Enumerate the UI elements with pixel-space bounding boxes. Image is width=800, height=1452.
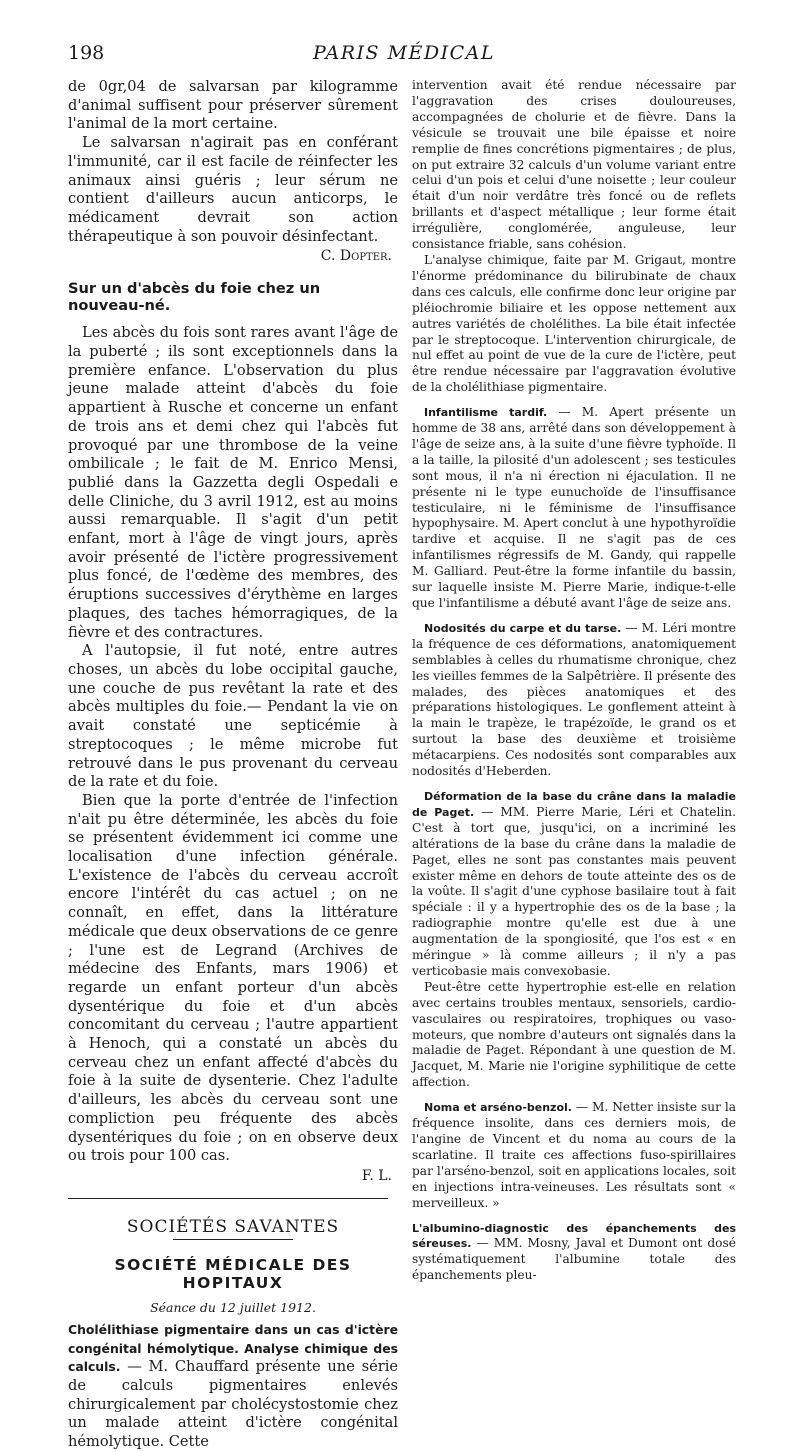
communication-text: — MM. Pierre Marie, Léri et Chatelin. C'est à tort que, jusqu'ici, on a incriminé les altérations de la base du crâne dans la maladie de Paget, elles ne sont pas constantes mais peuvent exister même en dehors de toute atteinte des os de la voûte. Il s'agit d'une cyphose basilaire tout à fait spéciale : il y a hypertrophie des os de la base ; la radiographie montre qu'elle est due à une augmentation de la spongiosité, que l'os est « en méringue » là comme ailleurs ; il n'y a pas verticobasie mais convexobasie. xyxy=(412,804,736,978)
communication-title: Infantilisme tardif. xyxy=(424,406,548,420)
communication xyxy=(412,621,736,780)
paragraph: Les abcès du fois sont rares avant l'âge de la puberté ; ils sont exceptionnels dans la première enfance. L'observation du plus jeune malade atteint d'abcès du foie appartient à Rusche et concerne un enfant de trois ans et demi chez qui l'abcès fut provoqué par une thrombose de la veine ombilicale ; le fait de M. Enrico Mensi, publié dans la Gazzetta degli Ospedali e delle Cliniche, du 3 avril 1912, est au moins aussi remarquable. Il s'agit d'un petit enfant, mort à l'âge de vingt jours, après avoir présenté de l'ictère progressivement plus foncé, de l'œdème des membres, des éruptions successives d'érythème en larges plaques, des taches hémorragiques, de la fièvre et des contractures. xyxy=(68,324,398,641)
communication-text: — M. Netter insiste sur la fréquence insolite, dans ces derniers mois, de l'angine de Vincent et du noma au cours de la scarlatine. Il traite ces affections fuso-spirillaires par l'arséno-benzol, soit en applications locales, soit en injections intra-veineuses. Les résultats sont « merveilleux. » xyxy=(412,1100,736,1210)
communication-title: Déformation de la base du crâne dans la maladie de Paget. xyxy=(412,789,736,819)
communication-text: — M. Chauffard présente une série de calculs pigmentaires enlevés chirurgicalement par cholécystostomie chez un malade atteint d'ictère congénital hémolytique. Cette xyxy=(68,1358,398,1451)
section-heading: SOCIÉTÉS SAVANTES xyxy=(126,1216,340,1237)
page-number: 198 xyxy=(68,42,105,64)
society-heading: SOCIÉTÉ MÉDICALE DES HOPITAUX xyxy=(114,1255,352,1292)
heading-underline xyxy=(173,1239,293,1240)
signature: F. L. xyxy=(361,1167,392,1184)
communication-title: Noma et arséno-benzol. xyxy=(424,1101,572,1115)
journal-title: PARIS MÉDICAL xyxy=(312,42,496,64)
paragraph: L'analyse chimique, faite par M. Grigaut, montre l'énorme prédominance du bilirubinate de chaux dans ces calculs, elle confirme donc leur origine par pléiochromie biliaire et les oppose nettement aux autres variétés de cholélithes. La bile était infectée par le streptocoque. L'intervention chirurgicale, de nul effet au point de vue de la cure de l'ictère, peut être rendue nécessaire par l'aggravation évolutive de la cholélithiase pigmentaire. xyxy=(412,252,736,395)
right-column xyxy=(412,78,736,1284)
communication-text: — M. Apert présente un homme de 38 ans, arrêté dans son développement à l'âge de seize ans, à la suite d'une fièvre typhoïde. Il a la taille, la pilosité d'un adolescent ; ses testicules sont mous, il n'a ni érection ni éjaculation. Il ne présente ni le type eunuchoïde de l'insuffisance testiculaire, ni le féminisme de l'insuffisance hypophysaire. M. Apert conclut à une hypothyroïdie tardive et acquise. Il ne s'agit pas de ces infantilismes régressifs de M. Gandy, qui rappelle M. Galliard. Peut-être la forme infantile du bassin, sur laquelle insiste M. Pierre Marie, indique-t-elle que l'infantilisme a débuté avant l'âge de seize ans. xyxy=(412,405,736,610)
paragraph: A l'autopsie, il fut noté, entre autres choses, un abcès du lobe occipital gauche, une couche de pus revêtant la rate et des abcès multiples du foie.— Pendant la vie on avait constaté une septicémie à streptocoques ; le même microbe fut retrouvé dans le pus provenant du cerveau de la rate et du foie. xyxy=(68,642,398,791)
communication-text: — M. Léri montre la fréquence de ces déformations, anatomiquement semblables à celles du rhumatisme chronique, chez les vieilles femmes de la Salpêtrière. Il présente des malades, des pièces anatomiques et des préparations histologiques. Le gonflement atteint à la main le trapèze, le trapézoïde, le grand os et surtout la base des deuxième et troisième métacarpiens. Ces nodosités sont comparables aux nodosités d'Heberden. xyxy=(412,620,736,779)
communication xyxy=(68,1321,398,1452)
article-title: Sur un d'abcès du foie chez un nouveau-né. xyxy=(68,280,321,315)
communication xyxy=(412,405,736,612)
section-divider xyxy=(68,1198,388,1199)
paragraph: de 0gr,04 de salvarsan par kilogramme d'animal suffisent pour préserver sûrement l'animal de la mort certaine. xyxy=(68,78,398,133)
communication-title: Nodosités du carpe et du tarse. xyxy=(424,621,622,635)
communication-text: — MM. Mosny, Javal et Dumont ont dosé systématiquement l'albumine totale des épanchements pleu- xyxy=(412,1236,736,1283)
signature: C. Dopter. xyxy=(320,248,392,265)
paragraph: Bien que la porte d'entrée de l'infection n'ait pu être déterminée, les abcès du foie se présentent évidemment ici comme une localisation d'une infection générale. L'existence de l'abcès du cerveau accroît encore l'intérêt du cas actuel ; on ne connaît, en effet, dans la littérature médicale que deux observations de ce genre ; l'une est de Legrand (Archives de médecine des Enfants, mars 1906) et regarde un enfant porteur d'un abcès dysentérique du foie et d'un abcès concomitant du cerveau ; l'autre appartient à Henoch, qui a constaté un abcès du cerveau chez un enfant affecté d'abcès du foie à la suite de dysenterie. Chez l'adulte d'ailleurs, les abcès du cerveau sont une compliction peu fréquente des abcès dysentériques du foie ; on en observe deux ou trois pour 100 cas. xyxy=(68,791,398,1165)
paragraph: intervention avait été rendue nécessaire par l'aggravation des crises douloureuses, accompagnées de cholurie et de fièvre. Dans la vésicule se trouvait une bile épaisse et noire remplie de fines concrétions pigmentaires ; de plus, on put extraire 32 calculs d'un volume variant entre celui d'un pois et celui d'une noisette ; leur couleur était d'un noir verdâtre très foncé ou de reflets brillants et d'aspect métallique ; leur forme était irrégulière, conglomérée, anguleuse, leur consistance friable, sans cohésion. xyxy=(412,78,736,252)
paragraph: Peut-être cette hypertrophie est-elle en relation avec certains troubles mentaux, sensoriels, cardio-vasculaires ou respiratoires, trophiques ou vaso-moteurs, que nombre d'auteurs ont signalés dans la maladie de Paget. Répondant à une question de M. Jacquet, M. Marie nie l'origine syphilitique de cette affection. xyxy=(412,979,736,1090)
paragraph: Le salvarsan n'agirait pas en conférant l'immunité, car il est facile de réinfecter les animaux ainsi guéris ; leur sérum ne contient d'ailleurs aucun anticorps, le médicament devrait son action thérapeutique à son pouvoir désinfectant. xyxy=(68,134,398,245)
session-date: Séance du 12 juillet 1912. xyxy=(150,1299,316,1315)
communication-title: Cholélithiase pigmentaire dans un cas d'ictère congénital hémolytique. Analyse chimique des calculs. xyxy=(68,1321,398,1375)
left-column xyxy=(68,78,398,1452)
page-header xyxy=(68,42,740,72)
communication xyxy=(412,1221,736,1285)
communication xyxy=(412,1100,736,1211)
communication xyxy=(412,789,736,980)
communication-title: L'albumino-diagnostic des épanchements des séreuses. xyxy=(412,1221,736,1251)
